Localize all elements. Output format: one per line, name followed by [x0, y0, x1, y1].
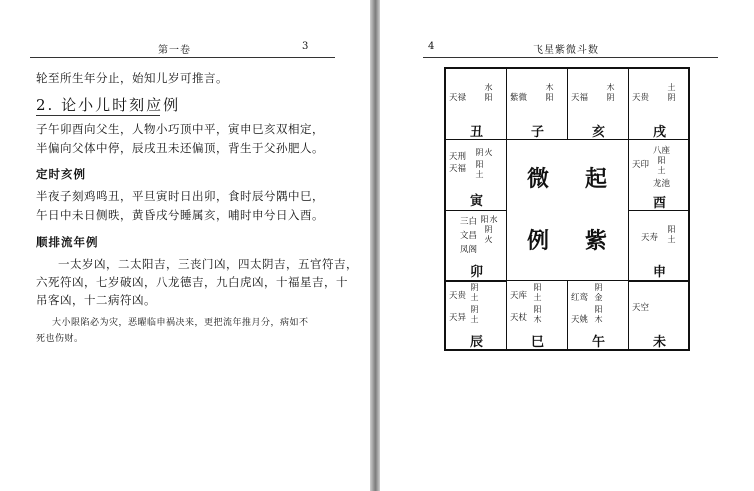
running-head-title-right: 飞星紫微斗数: [533, 45, 599, 56]
cell-wu: [567, 280, 629, 350]
star-attr: 土: [470, 315, 479, 324]
star-attr: 木: [606, 83, 615, 92]
poem2-line-2: 午日中未日侧昳，黄昏戌兮睡属亥，哺时申兮日入酉。: [36, 208, 324, 222]
branch-label: 未: [653, 335, 667, 350]
star-name: 天库: [510, 291, 528, 301]
branch-label: 卯: [470, 265, 484, 280]
star-name: 天杖: [510, 313, 528, 323]
page-number-right: 4: [428, 41, 436, 52]
poem-line-2: 半偏向父体中停，辰戌丑未还偏顶，背生于父孙肥人。: [36, 141, 324, 155]
center-char: 起: [585, 166, 608, 192]
section-title-underline: [36, 115, 160, 116]
branch-label: 辰: [470, 335, 484, 350]
cell-shen: [628, 210, 689, 282]
star-attr: 阳: [545, 93, 554, 102]
star-name: 天福: [571, 93, 589, 103]
star-attr: 火: [484, 235, 493, 244]
note-line-2: 死也伤财。: [36, 334, 84, 344]
star-attr: 阳: [657, 156, 666, 165]
star-attr: 土: [470, 293, 479, 302]
ziwei-chart: [444, 67, 690, 351]
star-name: 天空: [632, 303, 650, 313]
star-attr: 水: [484, 83, 493, 92]
center-char: 例: [527, 228, 550, 254]
poem-line-1: 子午卯酉向父生，人物小巧顶中平，寅申巳亥双相定，: [36, 122, 324, 136]
branch-label: 亥: [592, 125, 606, 140]
star-attr: 阳: [484, 93, 493, 102]
star-attr: 阳: [667, 225, 676, 234]
star-attr: 木: [533, 315, 542, 324]
header-rule-right: [423, 57, 718, 58]
cell-hai: [567, 68, 629, 140]
left-page: [0, 0, 370, 491]
star-attr: 土: [475, 170, 484, 179]
cell-wei: [628, 280, 689, 350]
star-attr: 木: [545, 83, 554, 92]
star-name: 龙池: [653, 179, 671, 189]
center-char: 微: [527, 166, 550, 192]
branch-label: 巳: [531, 335, 545, 350]
star-attr: 阳: [533, 305, 542, 314]
star-name: 天刑: [449, 152, 467, 162]
branch-label: 酉: [653, 196, 667, 211]
subheading-liunian: 顺排流年例: [36, 235, 99, 249]
section-title: 2. 论小儿时刻应例: [36, 96, 181, 114]
star-name: 天姚: [571, 315, 589, 325]
star-attr: 土: [667, 83, 676, 92]
star-name: 天福: [449, 164, 467, 174]
star-name: 紫微: [510, 93, 528, 103]
star-name: 天印: [632, 160, 650, 170]
page-number: 3: [302, 41, 310, 52]
star-attr: 阴: [475, 148, 484, 157]
star-name: 天禄: [449, 93, 467, 103]
chart-center: [506, 139, 629, 281]
star-attr: 土: [657, 166, 666, 175]
note-line-1: 大小限陷必为灾，恶曜临申祸决来，更把流年推月分，病如不: [52, 318, 309, 328]
star-name: 八座: [653, 146, 671, 156]
star-name: 天寿: [641, 233, 659, 243]
book-gutter: [370, 0, 380, 491]
cell-chen: [445, 280, 507, 350]
intro-line: 轮至所生年分止，始知儿岁可推言。: [36, 71, 228, 85]
star-attr: 土: [533, 293, 542, 302]
cell-yin: [445, 139, 507, 211]
star-name: 凤阁: [460, 245, 478, 255]
flow-line-2: 六死符凶，七岁破凶，八龙德吉，九白虎凶，十福星吉，十: [36, 275, 348, 289]
poem2-line-1: 半夜子刻鸡鸣丑，平旦寅时日出卯，食时辰兮隅中巳，: [36, 189, 324, 203]
star-name: 天异: [449, 313, 467, 323]
cell-zi: [506, 68, 568, 140]
star-attr: 阴: [470, 305, 479, 314]
header-rule: [30, 57, 335, 58]
star-attr: 火: [484, 148, 493, 157]
star-attr: 阴: [594, 283, 603, 292]
star-attr: 阴: [667, 93, 676, 102]
star-attr: 阳: [475, 160, 484, 169]
star-attr: 阴: [470, 283, 479, 292]
star-attr: 阳: [480, 215, 489, 224]
star-name: 红鸾: [571, 293, 589, 303]
star-attr: 水: [489, 215, 498, 224]
cell-si: [506, 280, 568, 350]
star-attr: 土: [667, 235, 676, 244]
branch-label: 戌: [653, 125, 667, 140]
star-name: 三白: [460, 217, 478, 227]
cell-xu: [628, 68, 689, 140]
branch-label: 子: [531, 125, 545, 140]
star-attr: 阴: [484, 225, 493, 234]
star-attr: 阴: [606, 93, 615, 102]
star-name: 天贵: [632, 93, 650, 103]
star-attr: 阳: [594, 305, 603, 314]
branch-label: 丑: [470, 125, 484, 140]
star-attr: 木: [594, 315, 603, 324]
running-head-title: 第一卷: [158, 45, 191, 56]
cell-mao: [445, 210, 507, 282]
star-attr: 金: [594, 293, 603, 302]
flow-line-1: 一太岁凶，二太阳吉，三丧门凶，四太阴吉，五官符吉，: [58, 257, 358, 271]
star-attr: 阳: [533, 283, 542, 292]
star-name: 天贵: [449, 291, 467, 301]
subheading-dingshi: 定时亥例: [36, 167, 86, 181]
branch-label: 午: [592, 335, 606, 350]
branch-label: 申: [653, 265, 667, 280]
cell-you: [628, 139, 689, 211]
flow-line-3: 吊客凶，十二病符凶。: [36, 293, 156, 307]
center-char: 紫: [585, 228, 608, 254]
branch-label: 寅: [470, 194, 484, 209]
cell-chou: [445, 68, 507, 140]
star-name: 文昌: [460, 231, 478, 241]
